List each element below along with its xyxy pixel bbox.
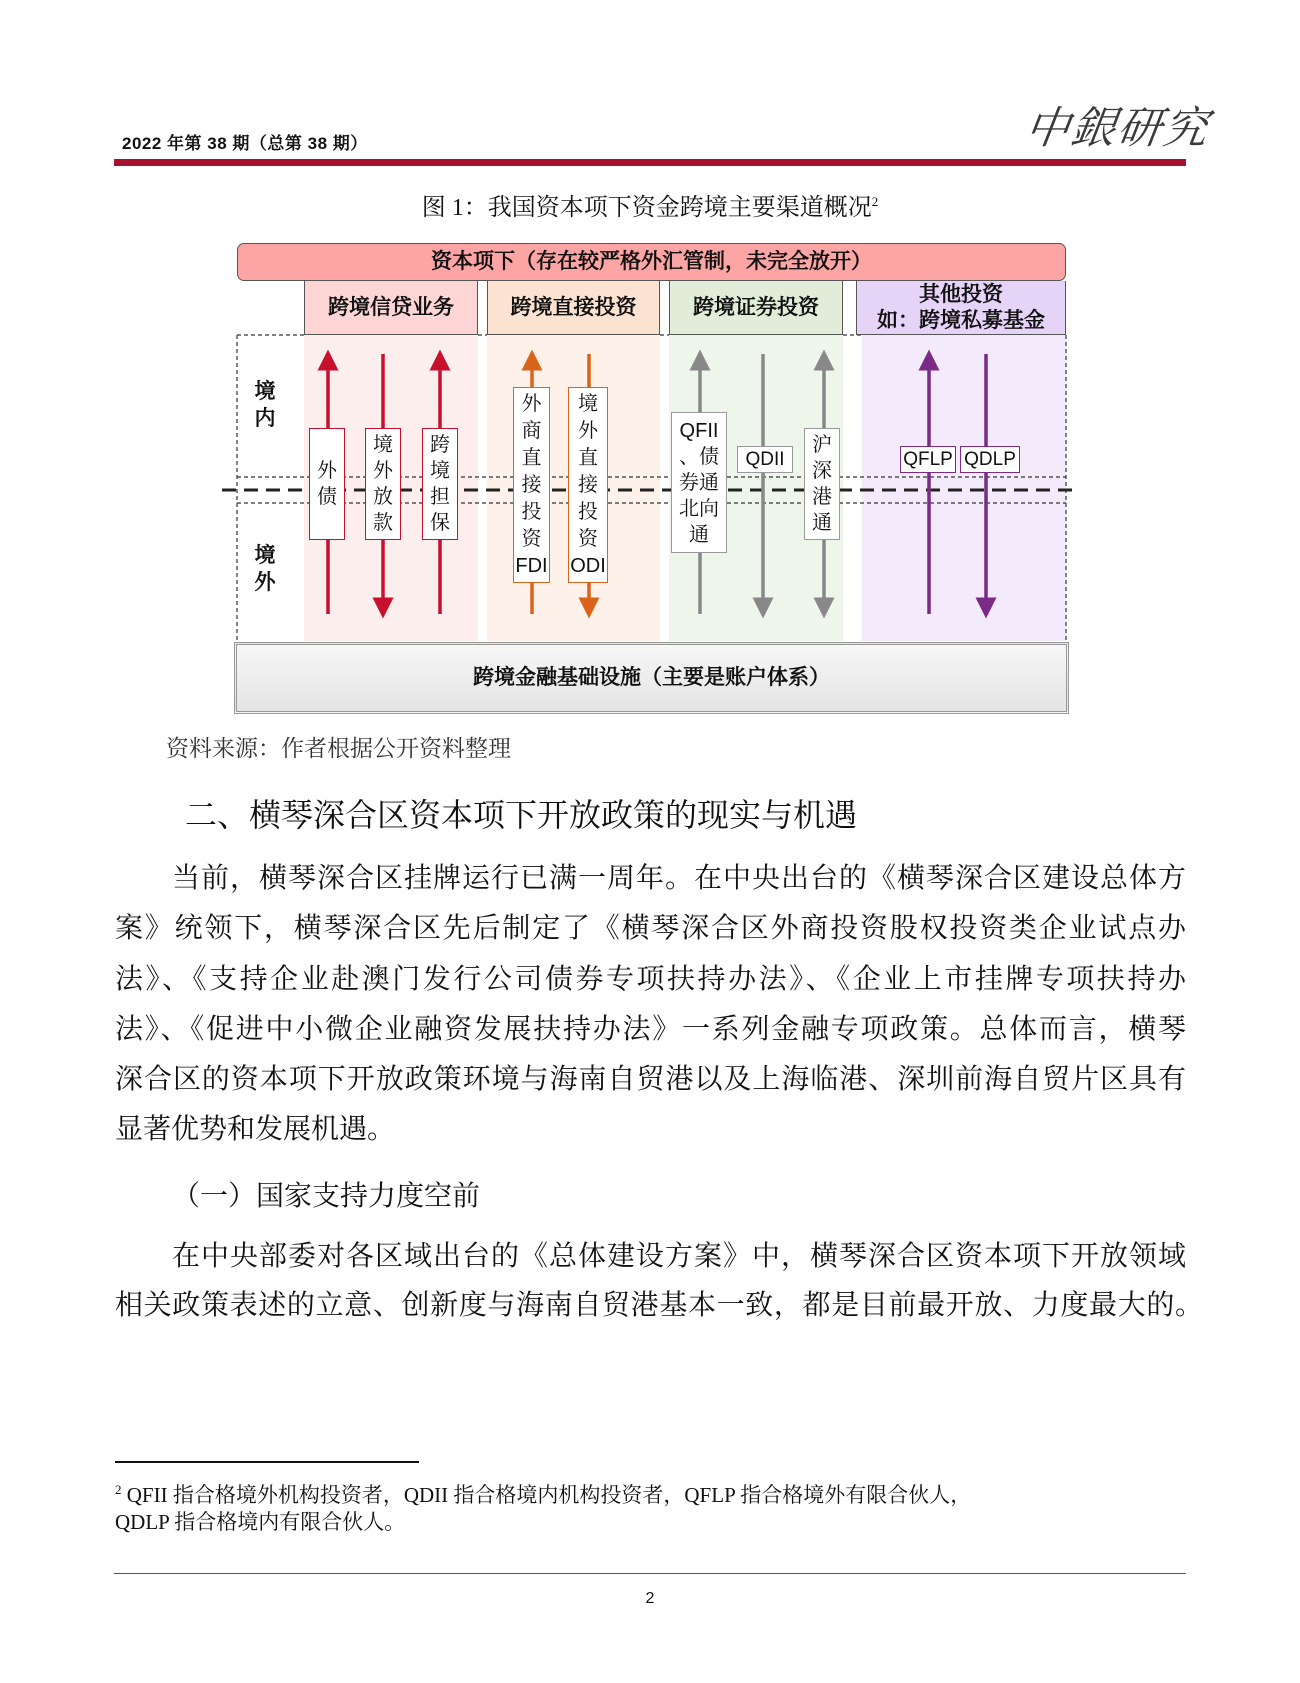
label-overseas-loan: 境 外 放 款 (365, 428, 401, 540)
footer-divider (114, 1573, 1186, 1574)
footnote-ref: 2 (871, 194, 879, 209)
label-qfii-bond-connect: QFII 、债 券通 北向 通 (671, 412, 727, 553)
infrastructure-banner: 跨境金融基础设施（主要是账户体系） (234, 642, 1069, 714)
page-number: 2 (645, 1590, 655, 1607)
subsection-heading: （一）国家支持力度空前 (172, 1180, 481, 1211)
section-heading: 二、横琴深合区资本项下开放政策的现实与机遇 (185, 797, 858, 833)
label-qdii: QDII (737, 446, 793, 473)
paragraph-line: 法》、《支持企业赴澳门发行公司债券专项扶持办法》、《企业上市挂牌专项扶持办 (115, 964, 1186, 995)
footnote-line2: QDLP 指合格境内有限合伙人。 (115, 1510, 406, 1534)
label-qdlp: QDLP (960, 446, 1020, 473)
paragraph-line: 深合区的资本项下开放政策环境与海南自贸港以及上海临港、深圳前海自贸片区具有 (115, 1064, 1186, 1095)
paragraph-line: 案》统领下，横琴深合区先后制定了《横琴深合区外商投资股权投资类企业试点办 (115, 913, 1186, 944)
column-direct-investment: 跨境直接投资 (487, 281, 660, 335)
footnote-divider (115, 1461, 419, 1463)
paragraph-line: 相关政策表述的立意、创新度与海南自贸港基本一致，都是目前最开放、力度最大的。 (115, 1290, 1203, 1321)
label-fdi: 外 商 直 接 投 资 FDI (513, 387, 550, 583)
domestic-label: 境 内 (254, 380, 276, 430)
label-qflp: QFLP (900, 446, 956, 473)
column-other (856, 281, 1066, 335)
paragraph-line: 法》、《促进中小微企业融资发展扶持办法》一系列金融专项政策。总体而言，横琴 (115, 1014, 1186, 1045)
capital-account-banner: 资本项下（存在较严格外汇管制，未完全放开） (237, 243, 1066, 281)
column-other-line1: 其他投资 (919, 282, 1003, 306)
column-credit: 跨境信贷业务 (304, 281, 478, 335)
footnote-mark: 2 (115, 1482, 122, 1497)
label-cross-border-guarantee: 跨 境 担 保 (422, 428, 458, 540)
footnote (115, 1475, 971, 1510)
paragraph-line: 在中央部委对各区域出台的《总体建设方案》中，横琴深合区资本项下开放领域 (172, 1241, 1186, 1272)
column-other-line2: 如：跨境私募基金 (877, 308, 1045, 332)
figure-source: 资料来源：作者根据公开资料整理 (166, 736, 511, 761)
paragraph-line: 显著优势和发展机遇。 (115, 1114, 396, 1145)
label-stock-connect: 沪 深 港 通 (804, 428, 840, 540)
column-securities: 跨境证券投资 (669, 281, 843, 335)
figure-title-text: 图 1：我国资本项下资金跨境主要渠道概况 (421, 195, 872, 221)
issue-label: 2022 年第 38 期（总第 38 期） (122, 134, 368, 153)
logo: 中銀研究 (1021, 103, 1213, 154)
overseas-label: 境 外 (254, 544, 276, 594)
label-odi: 境 外 直 接 投 资 ODI (568, 387, 608, 583)
paragraph-line: 当前，横琴深合区挂牌运行已满一周年。在中央出台的《横琴深合区建设总体方 (172, 863, 1186, 894)
label-foreign-debt: 外 债 (309, 428, 345, 540)
footnote-line1: QFII 指合格境外机构投资者，QDII 指合格境内机构投资者，QFLP 指合格境外有限合伙人， (126, 1483, 972, 1507)
